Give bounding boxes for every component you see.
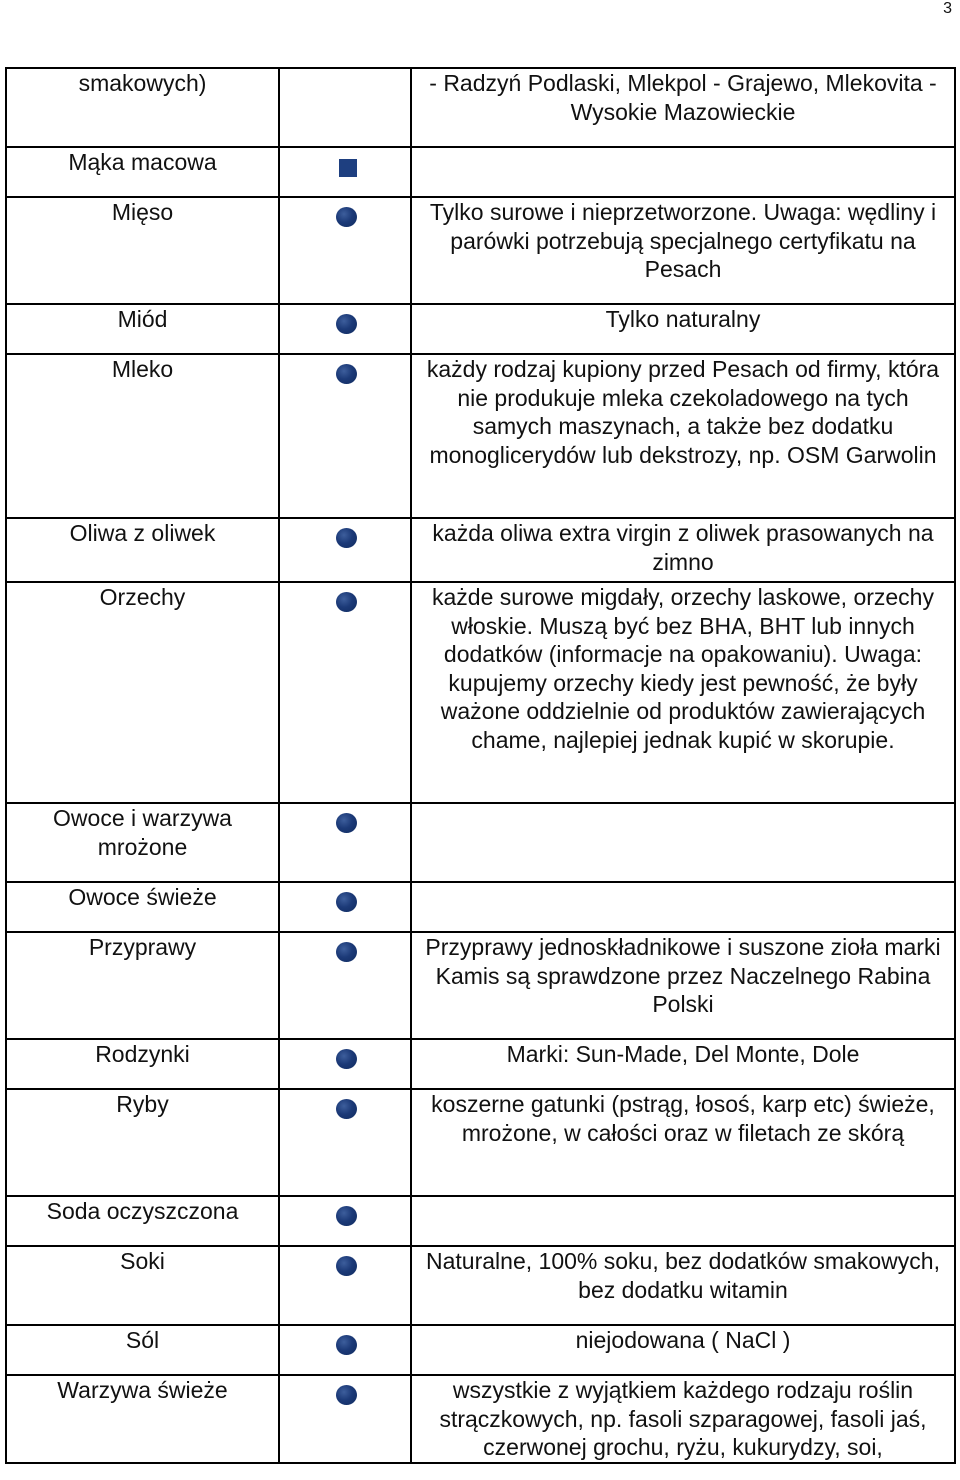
product-name: Oliwa z oliwek xyxy=(6,518,279,582)
status-cell xyxy=(279,1196,411,1246)
status-cell xyxy=(279,197,411,304)
table-row xyxy=(6,1246,955,1325)
product-name: Mleko xyxy=(6,354,279,518)
product-note: - Radzyń Podlaski, Mlekpol - Grajewo, Mlekovita - Wysokie Mazowieckie xyxy=(411,68,955,147)
bullet-circle-icon xyxy=(336,364,357,384)
bullet-circle-icon xyxy=(336,942,357,962)
bullet-circle-icon xyxy=(336,1385,357,1405)
bullet-circle-icon xyxy=(336,207,357,227)
status-cell xyxy=(279,932,411,1039)
table-row xyxy=(6,932,955,1039)
bullet-circle-icon xyxy=(336,592,357,612)
product-name: Mięso xyxy=(6,197,279,304)
bullet-circle-icon xyxy=(336,314,357,334)
product-table xyxy=(5,67,956,1464)
bullet-circle-icon xyxy=(336,528,357,548)
product-name: Przyprawy xyxy=(6,932,279,1039)
table-row xyxy=(6,1325,955,1375)
table-row xyxy=(6,1196,955,1246)
table-row xyxy=(6,68,955,147)
product-name: Miód xyxy=(6,304,279,354)
product-note: Marki: Sun-Made, Del Monte, Dole xyxy=(411,1039,955,1089)
product-note: każde surowe migdały, orzechy laskowe, orzechy włoskie. Muszą być bez BHA, BHT lub innych dodatków (informacje na opakowaniu). Uwaga: kupujemy orzechy kiedy jest pewność, że były ważone oddzielnie od produktów zawierających chame, najlepiej jednak kupić w skorupie. xyxy=(411,582,955,803)
product-note: koszerne gatunki (pstrąg, łosoś, karp etc) świeże, mrożone, w całości oraz w filetach ze skórą xyxy=(411,1089,955,1196)
product-name: Rodzynki xyxy=(6,1039,279,1089)
product-name: Warzywa świeże xyxy=(6,1375,279,1463)
bullet-circle-icon xyxy=(336,1256,357,1276)
status-cell xyxy=(279,147,411,197)
table-row xyxy=(6,304,955,354)
bullet-square-icon xyxy=(339,159,357,177)
status-cell xyxy=(279,882,411,932)
page-number: 3 xyxy=(943,0,952,17)
status-cell xyxy=(279,1246,411,1325)
product-name: Soda oczyszczona xyxy=(6,1196,279,1246)
bullet-circle-icon xyxy=(336,1335,357,1355)
status-cell xyxy=(279,1089,411,1196)
product-note: Tylko naturalny xyxy=(411,304,955,354)
table-row xyxy=(6,882,955,932)
product-name: Ryby xyxy=(6,1089,279,1196)
product-note: Naturalne, 100% soku, bez dodatków smakowych, bez dodatku witamin xyxy=(411,1246,955,1325)
product-name: Owoce świeże xyxy=(6,882,279,932)
product-name: Sól xyxy=(6,1325,279,1375)
product-name: Mąka macowa xyxy=(6,147,279,197)
product-note: każdy rodzaj kupiony przed Pesach od firmy, która nie produkuje mleka czekoladowego na tych samych maszynach, a także bez dodatku monoglicerydów lub dekstrozy, np. OSM Garwolin xyxy=(411,354,955,518)
status-cell xyxy=(279,354,411,518)
status-cell xyxy=(279,803,411,882)
product-note xyxy=(411,803,955,882)
product-name: smakowych) xyxy=(6,68,279,147)
product-note: wszystkie z wyjątkiem każdego rodzaju roślin strączkowych, np. fasoli szparagowej, fasoli jaś, czerwonej grochu, ryżu, kukurydzy, soi, xyxy=(411,1375,955,1463)
status-cell xyxy=(279,1375,411,1463)
bullet-circle-icon xyxy=(336,1206,357,1226)
bullet-circle-icon xyxy=(336,1049,357,1069)
product-name: Soki xyxy=(6,1246,279,1325)
product-note xyxy=(411,882,955,932)
status-cell xyxy=(279,1039,411,1089)
product-name: Owoce i warzywa mrożone xyxy=(6,803,279,882)
product-note: Przyprawy jednoskładnikowe i suszone zioła marki Kamis są sprawdzone przez Naczelnego Rabina Polski xyxy=(411,932,955,1039)
table-row xyxy=(6,354,955,518)
status-cell xyxy=(279,582,411,803)
table-row xyxy=(6,582,955,803)
bullet-circle-icon xyxy=(336,892,357,912)
status-cell xyxy=(279,68,411,147)
bullet-circle-icon xyxy=(336,813,357,833)
table-row xyxy=(6,1375,955,1463)
status-cell xyxy=(279,1325,411,1375)
table-row xyxy=(6,1039,955,1089)
bullet-circle-icon xyxy=(336,1099,357,1119)
table-row xyxy=(6,147,955,197)
table-row xyxy=(6,803,955,882)
table-row xyxy=(6,197,955,304)
product-name: Orzechy xyxy=(6,582,279,803)
product-note: Tylko surowe i nieprzetworzone. Uwaga: wędliny i parówki potrzebują specjalnego certyfikatu na Pesach xyxy=(411,197,955,304)
table-row xyxy=(6,1089,955,1196)
product-note: każda oliwa extra virgin z oliwek prasowanych na zimno xyxy=(411,518,955,582)
table-row xyxy=(6,518,955,582)
product-note: niejodowana ( NaCl ) xyxy=(411,1325,955,1375)
product-note xyxy=(411,147,955,197)
status-cell xyxy=(279,304,411,354)
status-cell xyxy=(279,518,411,582)
product-note xyxy=(411,1196,955,1246)
